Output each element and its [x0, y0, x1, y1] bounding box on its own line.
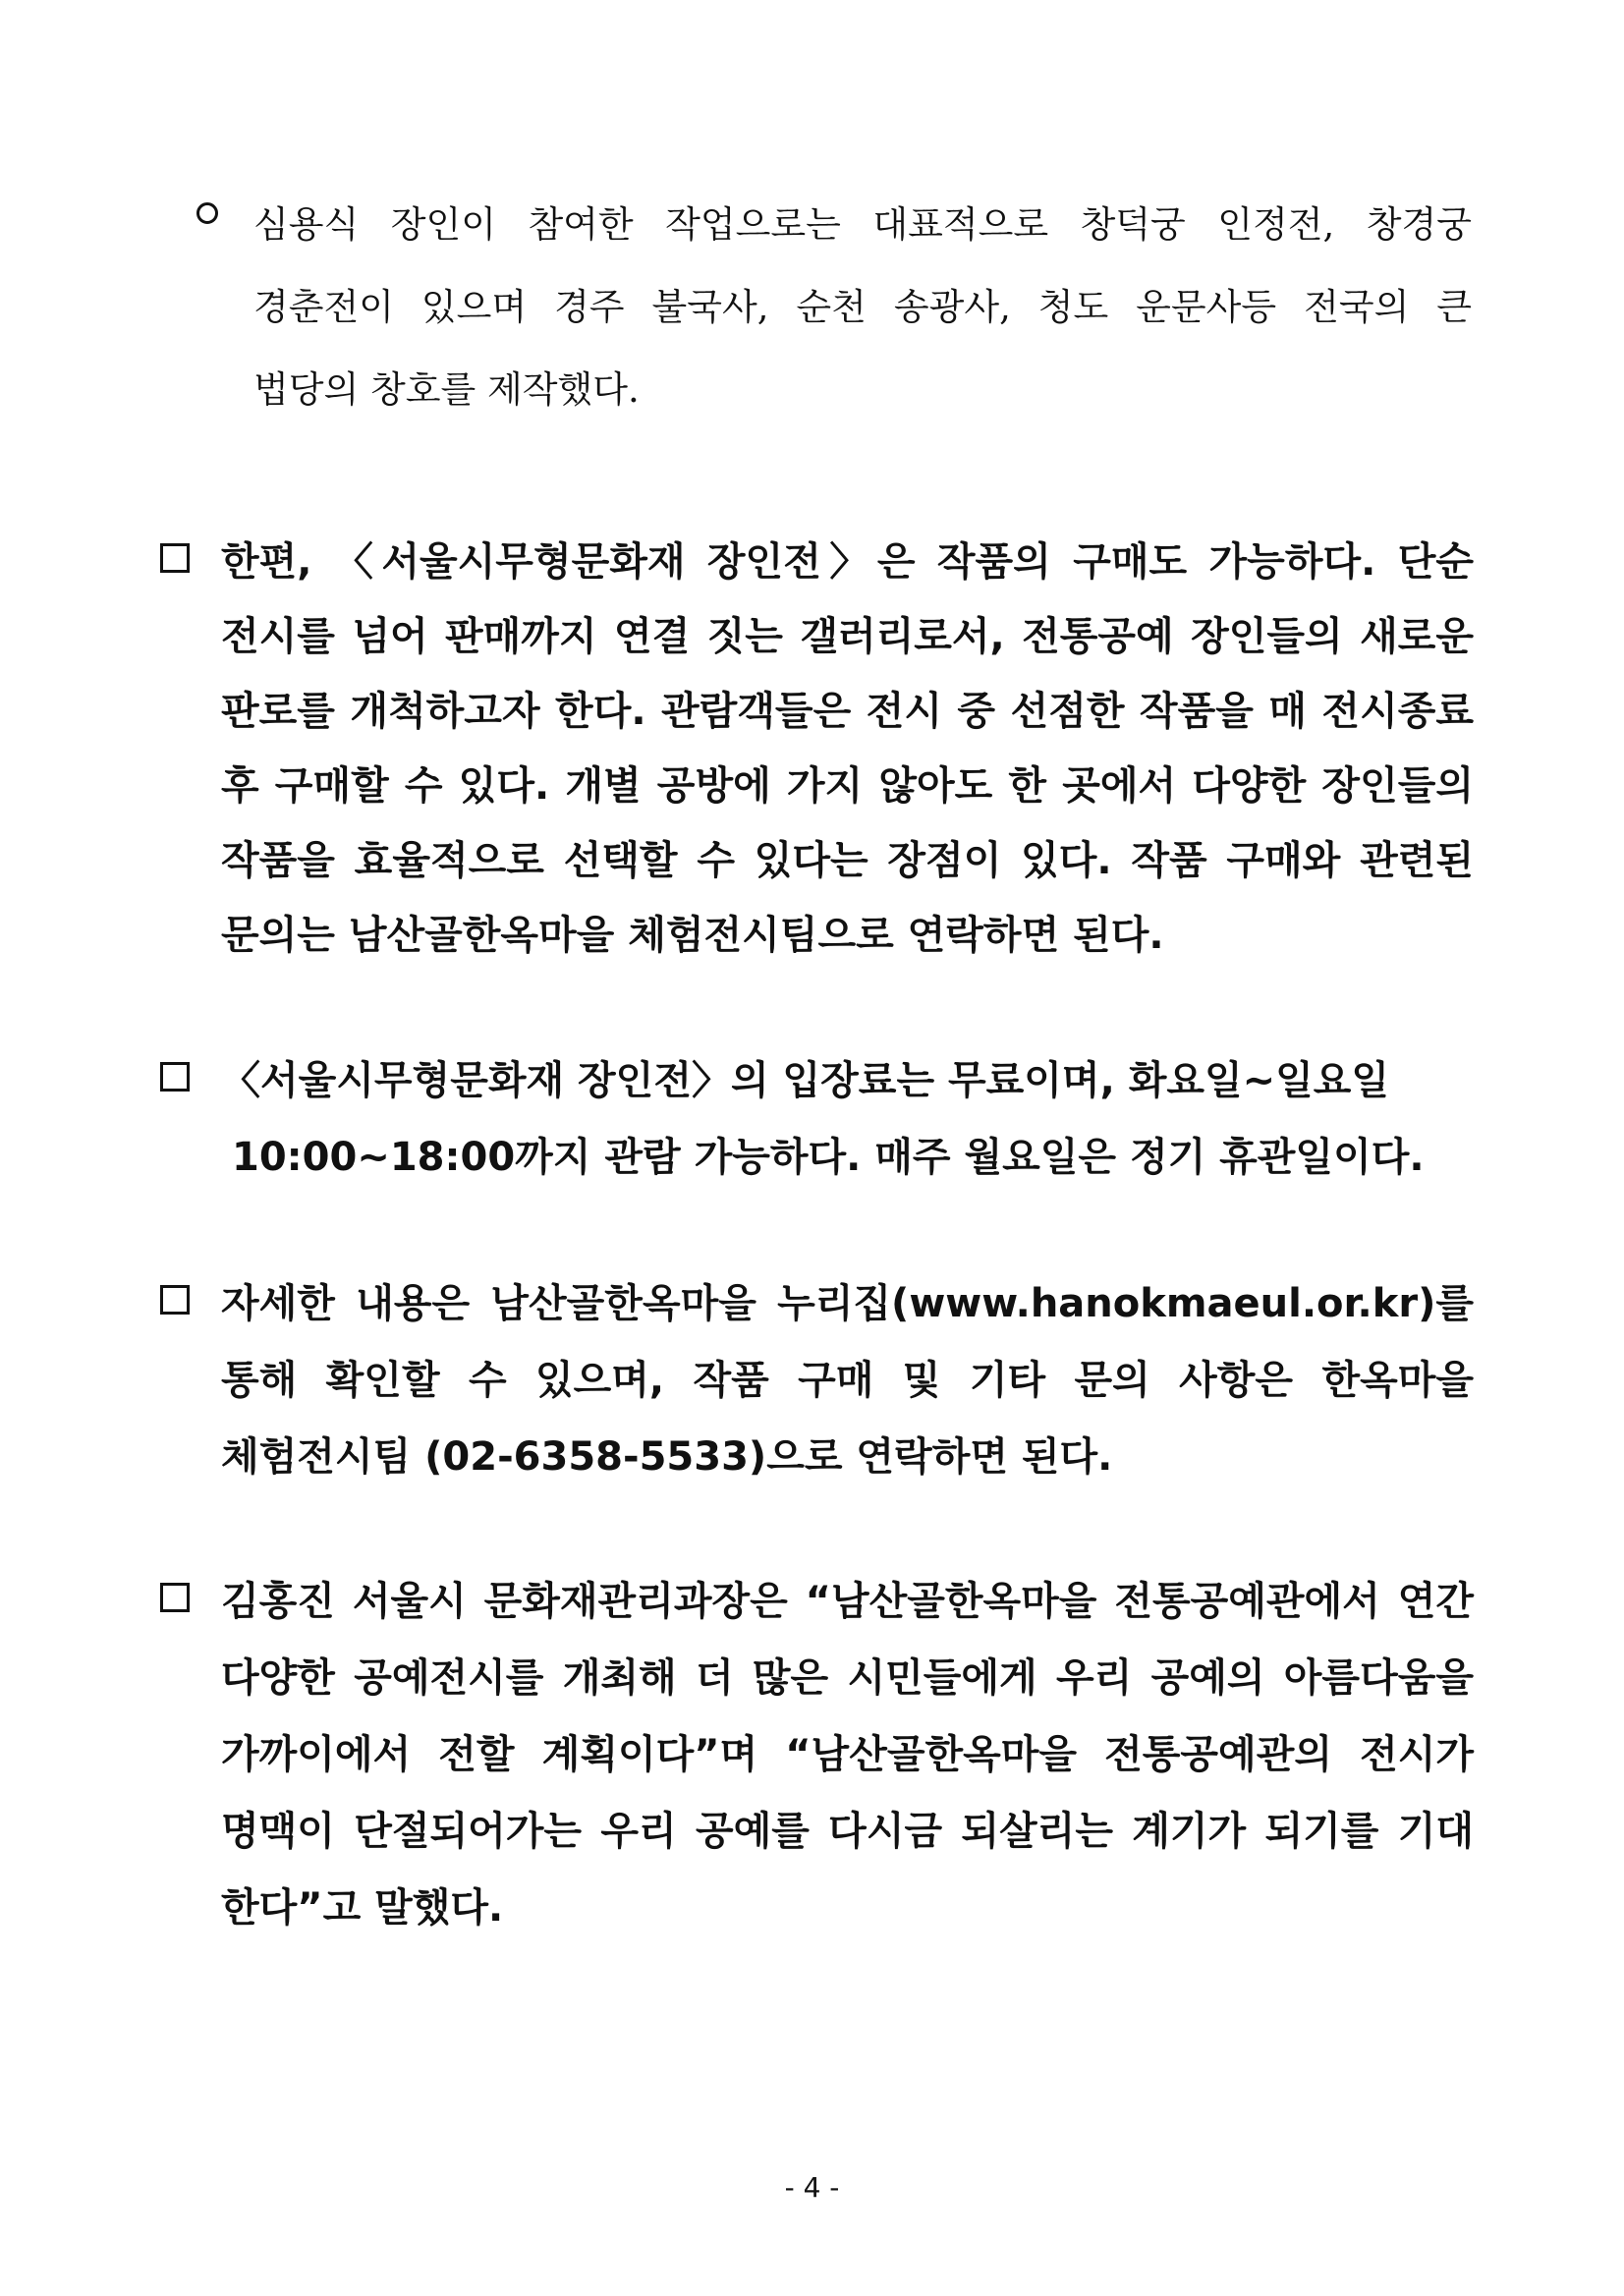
paragraph-line: 자세한 내용은 남산골한옥마을 누리집(www.hanokmaeul.or.kr)를 — [221, 1281, 1474, 1326]
page-number: - 4 - — [784, 2171, 840, 2204]
square-bullet-icon — [160, 1062, 190, 1092]
square-bullet-icon — [160, 1583, 190, 1612]
paragraph-line: 명맥이 단절되어가는 우리 공예를 다시금 되살리는 계기가 되기를 기대 — [221, 1809, 1474, 1854]
paragraph-line: 체험전시팀 (02-6358-5533)으로 연락하면 된다. — [221, 1434, 1113, 1480]
paragraph-line: 법당의 창호를 제작했다. — [253, 368, 640, 411]
paragraph-line: 〈서울시무형문화재 장인전〉의 입장료는 무료이며, 화요일~일요일 — [221, 1058, 1390, 1103]
paragraph-line: 후 구매할 수 있다. 개별 공방에 가지 않아도 한 곳에서 다양한 장인들의 — [221, 763, 1474, 809]
paragraph-line: 심용식 장인이 참여한 작업으로는 대표적으로 창덕궁 인정전, 창경궁 — [253, 203, 1472, 246]
paragraph-line: 통해 확인할 수 있으며, 작품 구매 및 기타 문의 사항은 한옥마을 — [221, 1358, 1474, 1403]
paragraph-line: 경춘전이 있으며 경주 불국사, 순천 송광사, 청도 운문사등 전국의 큰 — [253, 286, 1472, 328]
square-bullet-icon — [160, 543, 190, 573]
paragraph-line: 다양한 공예전시를 개최해 더 많은 시민들에게 우리 공예의 아름다움을 — [221, 1655, 1474, 1701]
paragraph-line: 문의는 남산골한옥마을 체험전시팀으로 연락하면 된다. — [221, 913, 1164, 958]
paragraph-line: 한다”고 말했다. — [221, 1885, 504, 1931]
circle-bullet-icon — [196, 202, 218, 224]
paragraph-line: 판로를 개척하고자 한다. 관람객들은 전시 중 선점한 작품을 매 전시종료 — [221, 689, 1474, 734]
paragraph-line: 10:00~18:00까지 관람 가능하다. 매주 월요일은 정기 휴관일이다. — [232, 1135, 1425, 1180]
paragraph-line: 한편, 〈서울시무형문화재 장인전〉은 작품의 구매도 가능하다. 단순 — [221, 539, 1474, 585]
paragraph-line: 김홍진 서울시 문화재관리과장은 “남산골한옥마을 전통공예관에서 연간 — [221, 1579, 1474, 1624]
paragraph-line: 작품을 효율적으로 선택할 수 있다는 장점이 있다. 작품 구매와 관련된 — [221, 838, 1474, 883]
square-bullet-icon — [160, 1285, 190, 1315]
paragraph-line: 전시를 넘어 판매까지 연결 짓는 갤러리로서, 전통공예 장인들의 새로운 — [221, 614, 1474, 659]
paragraph-line: 가까이에서 전할 계획이다”며 “남산골한옥마을 전통공예관의 전시가 — [221, 1732, 1474, 1777]
